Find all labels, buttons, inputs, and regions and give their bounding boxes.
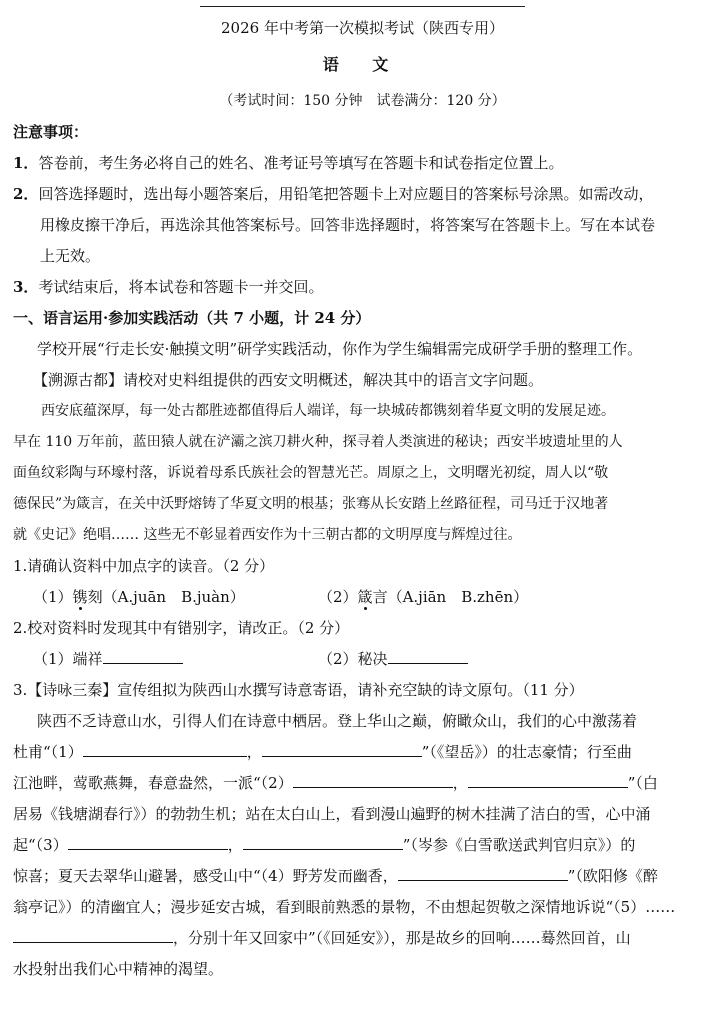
dotted-char: 镌 xyxy=(72,588,88,606)
q3-line xyxy=(13,923,713,954)
notice-num: 1． xyxy=(13,154,39,172)
answer-blank[interactable] xyxy=(388,647,468,664)
notice-num: 2． xyxy=(13,185,39,203)
notice-num: 3． xyxy=(13,278,39,296)
exam-title: 2026 年中考第一次模拟考试（陕西专用） xyxy=(221,19,504,37)
q1-option-2 xyxy=(318,582,528,613)
notice-text: 回答选择题时，选出每小题答案后，用铅笔把答题卡上对应题目的答案标号涂黑。如需改动， xyxy=(38,185,654,203)
passage-line: 面鱼纹彩陶与环壕村落，诉说着母系氏族社会的智慧光芒。周原之上，文明曙光初绽，周人以“敬 xyxy=(13,465,609,481)
q3-text: ， xyxy=(227,836,243,854)
q1-options xyxy=(13,582,713,613)
passage-line: 德保民”为箴言，在关中沃野熔铸了华夏文明的根基；张骞从长安踏上丝路征程，司马迁于汉地著 xyxy=(13,496,609,512)
q3-line: 居易《钱塘湖春行》）的勃勃生机；站在太白山上，看到漫山遍野的树木挂满了洁白的雪，心中涌 xyxy=(13,805,651,823)
answer-blank[interactable] xyxy=(262,740,422,757)
q3-line: 翁亭记》）的清幽宜人；漫步延安古城，看到眼前熟悉的景物，不由想起贺敬之深情地诉说“（5）…… xyxy=(13,898,676,916)
notice-item-2-cont1: 用橡皮擦干净后，再选涂其他答案标号。回答非选择题时，将答案写在答题卡上。写在本试卷 xyxy=(40,216,656,234)
q3-text: ，分别十年又回家中”（《回延安》），那是故乡的回响……蓦然回首，山 xyxy=(173,929,631,947)
q3-line xyxy=(13,861,713,892)
q3-stem: 3.【诗咏三秦】宣传组拟为陕西山水撰写诗意寄语，请补充空缺的诗文原句。（11 分） xyxy=(13,681,584,699)
q3-line: 水投射出我们心中精神的渴望。 xyxy=(13,960,224,978)
q3-text: 惊喜；夏天去翠华山避暑，感受山中“（4）野芳发而幽香， xyxy=(13,867,398,885)
top-rule xyxy=(200,6,525,7)
notice-text: 答卷前，考生务必将自己的姓名、准考证号等填写在答题卡和试卷指定位置上。 xyxy=(38,154,564,172)
answer-blank[interactable] xyxy=(103,647,183,664)
q3-text: ”（白 xyxy=(627,774,658,792)
q3-text: ， xyxy=(452,774,468,792)
q3-line xyxy=(13,830,713,861)
q2-item-2-label: （2）秘决 xyxy=(318,650,388,668)
q1-stem: 1.请确认资料中加点字的读音。（2 分） xyxy=(13,557,275,575)
passage-line: 西安底蕴深厚，每一处古都胜迹都值得后人端详，每一块城砖都镌刻着华夏文明的发展足迹。 xyxy=(41,403,615,419)
q2-item-1 xyxy=(33,644,318,675)
q2-item-2 xyxy=(318,644,468,675)
notice-heading: 注意事项： xyxy=(13,123,89,141)
subject-title: 语 文 xyxy=(322,55,403,74)
q3-text: 起“（3） xyxy=(13,836,68,854)
q3-line: 陕西不乏诗意山水，引得人们在诗意中栖居。登上华山之巅，俯瞰众山，我们的心中激荡着 xyxy=(37,712,638,730)
q3-text: ”（岑参《白雪歌送武判官归京》）的 xyxy=(402,836,636,854)
q1-option-2-text: 言（A.jiān B.zhēn） xyxy=(372,588,529,606)
q3-text: 江池畔，莺歌燕舞，春意盎然，一派“（2） xyxy=(13,774,293,792)
passage-line: 就《史记》绝唱…… 这些无不彰显着西安作为十三朝古都的文明厚度与辉煌过往。 xyxy=(13,527,522,543)
notice-item-3 xyxy=(13,272,713,303)
q3-line xyxy=(13,737,713,768)
section1-task: 【溯源古都】请校对史料组提供的西安文明概述，解决其中的语言文字问题。 xyxy=(33,371,544,389)
q1-option-1 xyxy=(33,582,318,613)
q2-stem: 2.校对资料时发现其中有错别字，请改正。（2 分） xyxy=(13,619,350,637)
answer-blank[interactable] xyxy=(243,833,403,850)
q2-items xyxy=(13,644,713,675)
passage-line: 早在 110 万年前，蓝田猿人就在浐灞之滨刀耕火种，探寻着人类演进的秘诀；西安半坡遗址里的人 xyxy=(13,434,623,450)
dotted-char: 箴 xyxy=(357,588,373,606)
q3-line xyxy=(13,768,713,799)
notice-item-2 xyxy=(13,179,713,210)
section1-intro: 学校开展“行走长安·触摸文明”研学实践活动，你作为学生编辑需完成研学手册的整理工作。 xyxy=(37,340,643,358)
notice-item-2-cont2: 上无效。 xyxy=(40,247,101,265)
q3-text: ， xyxy=(246,743,262,761)
q1-option-1-text: 刻（A.juān B.juàn） xyxy=(87,588,245,606)
time-info: （考试时间：150 分钟 试卷满分：120 分） xyxy=(219,93,506,109)
notice-item-1 xyxy=(13,148,713,179)
answer-blank[interactable] xyxy=(398,864,568,881)
q3-text: 杜甫“（1） xyxy=(13,743,83,761)
answer-blank[interactable] xyxy=(13,926,173,943)
answer-blank[interactable] xyxy=(68,833,228,850)
notice-text: 考试结束后，将本试卷和答题卡一并交回。 xyxy=(38,278,324,296)
q2-item-1-label: （1）端祥 xyxy=(33,650,103,668)
q1-option-2-prefix: （2） xyxy=(318,588,358,606)
section1-heading: 一、语言运用·参加实践活动（共 7 小题，计 24 分） xyxy=(13,309,371,327)
q3-text: ”（《望岳》）的壮志豪情；行至曲 xyxy=(421,743,632,761)
answer-blank[interactable] xyxy=(468,771,628,788)
q1-option-1-prefix: （1） xyxy=(33,588,73,606)
q3-text: ”（欧阳修《醉 xyxy=(567,867,658,885)
answer-blank[interactable] xyxy=(293,771,453,788)
answer-blank[interactable] xyxy=(83,740,247,757)
exam-body xyxy=(13,117,713,985)
